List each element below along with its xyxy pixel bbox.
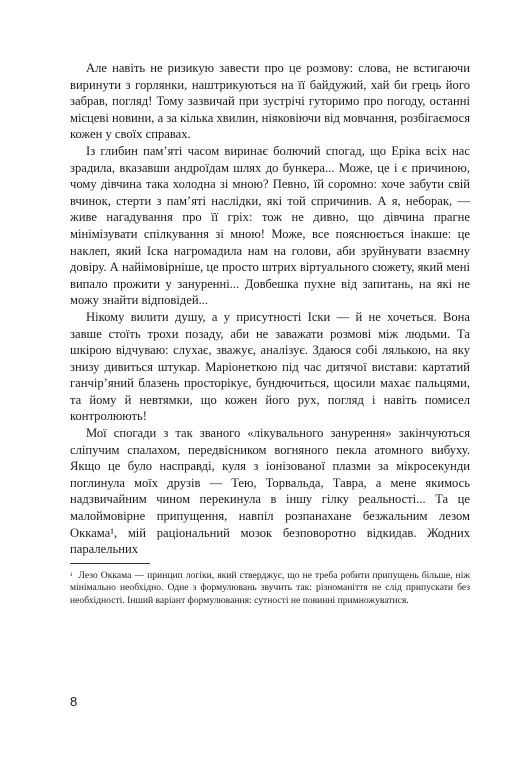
paragraph-1: Але навіть не ризикую завести про це розмову: слова, не встигаючи виринути з горлянки, наштрикуються на її байдужий, хай би грець його забрав, погляд! Тому зазвичай при зустрічі гуторимо про погоду, останні місцеві новини, а за кілька хвилин, ніяковіючи від мовчання, розбігаємося кожен у своїх справах. — [70, 61, 470, 142]
book-page — [70, 60, 470, 607]
footnote — [70, 570, 470, 607]
footnote-text: Лезо Оккама — принцип логіки, який стверджує, що не треба робити припущень більше, ніж мінімально необхідно. Одне з формулювань звучить так: різноманіття не слід припускати без необхідності. Інший варіант формулювання: сутності не повинні примножуватися. — [70, 569, 470, 606]
paragraph-4: Мої спогади з так званого «лікувального занурення» закінчуються сліпучим спалахом, передвісником вогняного пекла атомного вибуху. Якщо це було насправді, куля з іонізованої плазми за мікросекунди поглинула моїх друзів — Тею, Торвальда, Тавра, а мене якимось надзвичайним чином перекинула в іншу гілку реальності... Та це малоймовірне припущення, навпіл розпанахане безжальним лезом Оккама¹, мій раціональний мозок безповоротно відкидав. Жодних паралельних — [70, 426, 470, 557]
paragraph-2: Із глибин пам’яті часом виринає болючий спогад, що Еріка всіх нас зрадила, вказавши андроїдам шлях до бункера... Може, це і є причиною, чому дівчина така холодна зі мною? Певно, їй соромно: хоче забути свій вчинок, стерти з пам’яті наслідки, які той спричинив. А я, неборак, — живе нагадування про її гріх: тож не дивно, що дівчина прагне мінімізувати спілкування зі мною! Може, все пояснюється інакше: це наклеп, який Іска нагромадила нам на голови, аби зруйнувати взаємну довіру. А найімовірніше, це просто штрих віртуального сюжету, який мені випало прожити у зануренні... Довбешка пухне від запитань, на які не можу знайти відповідей... — [70, 143, 470, 308]
page-number: 8 — [70, 694, 78, 709]
paragraph-3: Нікому вилити душу, а у присутності Іски — й не хочеться. Вона завше стоїть трохи позаду, аби не заважати розмові між людьми. Та шкірою відчуваю: слухає, зважує, аналізує. Здаюся собі лялькою, на яку знизу дивиться штукар. Маріонеткою під час дитячої вистави: картатий ганчір’яний блазень просторікує, бундючиться, щосили махає пальцями, та йому й невтямки, що кожен його рух, погляд і навіть помисел контролюють! — [70, 309, 470, 424]
footnote-mark: ¹ — [70, 570, 73, 580]
footnote-divider — [70, 563, 150, 564]
